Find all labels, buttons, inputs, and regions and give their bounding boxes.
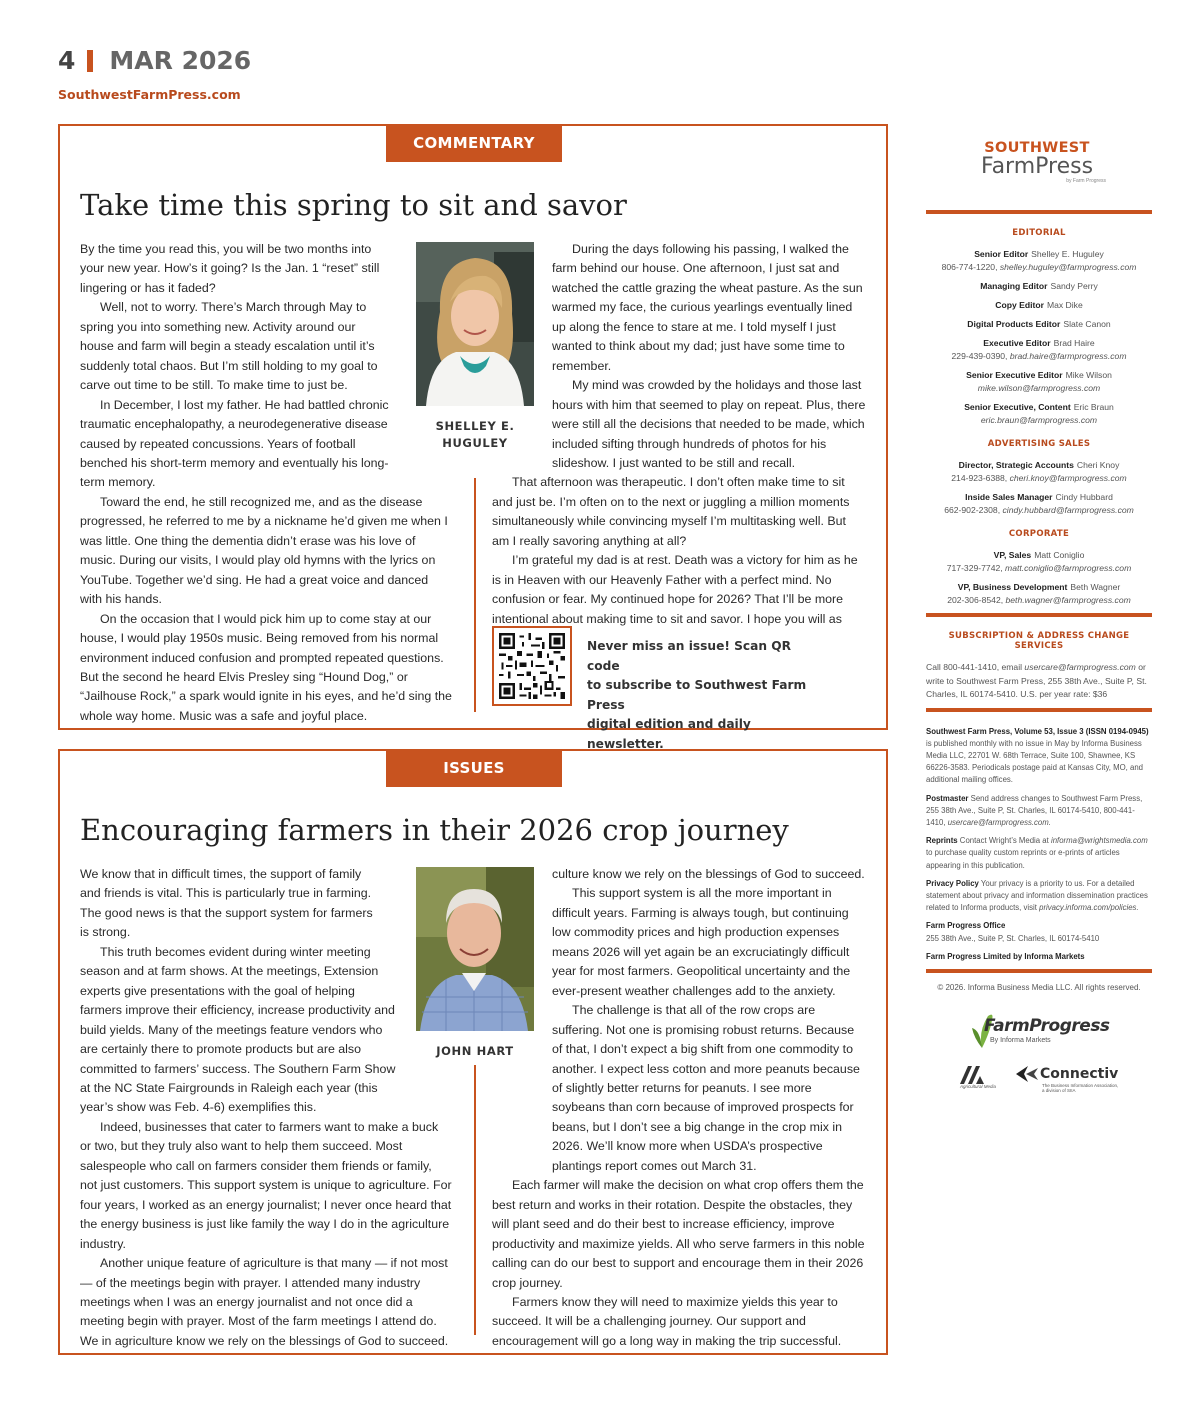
farm-progress-tagline: By Informa Markets [990,1036,1051,1044]
logo-line-3: by Farm Progress [1066,178,1106,184]
staff-entry [926,248,1152,274]
divider [926,708,1152,712]
staff-email-link[interactable]: matt.coniglio@farmprogress.com [1005,563,1132,573]
staff-entry [926,299,1152,312]
connectiv-text: The Business Information Association, a division of SIIA [1042,1082,1119,1093]
commentary-article [58,124,888,751]
amm-mark-icon [960,1066,988,1084]
staff-contact [926,414,1152,427]
staff-entry [926,318,1152,331]
staff-role: Digital Products Editor [967,319,1061,329]
staff-name: Matt Coniglio [1034,550,1085,560]
staff-contact [926,472,1152,485]
staff-contact [926,261,1152,274]
logo-line-1: SOUTHWEST [984,140,1090,156]
article-column-2 [492,865,866,1351]
southwest-farm-press-logo [926,140,1152,204]
editorial-title: EDITORIAL [1012,228,1066,238]
paragraph: Each farmer will make the decision on what crop offers them the best return and works in their rotation. Despite the obstacles, they will plant seed and do their best to increase efficiency, improve productivity and maximize yields. All who serve farmers in this noble calling can do our best to support and encourage them in their 2026 crop journey. [492,1178,865,1290]
corporate-staff-list [926,549,1152,607]
office-info: Farm Progress Office 255 38th Ave., Suite P, St. Charles, IL 60174-5410 [926,921,1100,943]
staff-email-link[interactable]: beth.wagner@farmprogress.com [1005,595,1131,605]
qr-promo-line: to subscribe to Southwest Farm Press [587,678,807,712]
page-number: 4 [58,46,76,75]
amm-logo [960,1066,997,1089]
staff-phone: 806-774-1220, [941,262,998,272]
staff-contact [926,350,1152,363]
staff-role: Managing Editor [980,281,1048,291]
association-logos [926,1066,1152,1106]
staff-phone: 717-329-7742, [946,563,1003,573]
paragraph-continuation: culture know we rely on the blessings of God to succeed. [552,867,865,881]
staff-contact [926,382,1152,395]
advertising-staff-list [926,459,1152,517]
folio-divider [87,50,93,72]
staff-entry [926,581,1152,607]
publication-info: Southwest Farm Press, Volume 53, Issue 3 (ISSN 0194-0945) is published monthly with no issue in May by Informa Business Media LLC, 22701 W. 68th Terrace, Suite 100, Shawnee, KS 66226-3583. Periodicals postage paid at Kansas City, MO, and additional mailing offices. [926,726,1149,785]
paragraph: This truth becomes evident during winter meeting season and at farm shows. At the meetings, Extension experts give presentations with the goal of helping farmers improve their efficiency, increase productivity and build yields. Many of the meetings feature vendors who are certainly there to promote products but are also committed to farmers’ success. The Southern Farm Show at the NC State Fairgrounds in Raleigh each year (this year’s show was Feb. 4-6) exemplifies this. [80,944,396,1115]
paragraph: My mind was crowded by the holidays and those last hours with him that seemed to play on repeat. Plus, there were still all the decisions that needed to be made, which included sifting through hundreds of photos for his slideshow. I just wanted to be still and recall. [552,378,866,470]
paragraph: Another unique feature of agriculture is that many — if not most — of the meetings begin with prayer. I attended many industry meetings when I was an energy journalist and not once did a meeting begin with prayer. Most of the farm meetings I attend do. We in agriculture know we rely on the blessings of God to succeed. [80,1256,449,1348]
article-column-2 [492,240,866,649]
author-name-line-2: HUGULEY [442,436,508,450]
staff-name: Cindy Hubbard [1055,492,1113,502]
staff-contact [926,594,1152,607]
staff-role: VP, Business Development [957,582,1068,592]
postmaster-email-link[interactable]: usercare@farmprogress.com. [947,817,1051,827]
staff-entry [926,369,1152,395]
page-header [58,46,251,102]
author-name: JOHN HART [436,1044,514,1058]
paragraph: On the occasion that I would pick him up to come stay at our house, I would play 1950s music. Being removed from his normal environment induced confusion and prompted repeated questions. But the second he heard Elvis Presley sing “Hound Dog,” or “Jailhouse Rock,” a spark would ignite in his eyes, and he’d sing the whole way home. Music was a safe and joyful place. [80,611,452,723]
staff-role: Senior Executive Editor [966,370,1063,380]
staff-phone: 229-439-0390, [951,351,1008,361]
paragraph: In December, I lost my father. He had battled chronic traumatic encephalopathy, a neurodegenerative disease caused by repeated concussions. Years of football benched his short-term memory and eventually his long-term memory. [80,397,389,490]
staff-name: Sandy Perry [1050,281,1098,291]
divider [926,210,1152,214]
column-divider [474,478,476,712]
staff-name: Beth Wagner [1070,582,1121,592]
staff-name: Brad Haire [1053,338,1095,348]
farm-progress-logo [926,1010,1152,1056]
author-name-line-1: SHELLEY E. [435,419,515,433]
subscription-info: Call 800-441-1410, email usercare@farmprogress.com or write to Southwest Farm Press, 255 38th Ave., Suite P, St. Charles, IL 60174-5410. U.S. per year rate: $36 [926,662,1147,699]
postmaster-info: Postmaster Send address changes to Southwest Farm Press, 255 38th Ave., Suite P, St. Charles, IL 60174-5410, 800-441-1410, usercare@farmprogress.com. [926,793,1143,827]
subscription-email-link[interactable]: usercare@farmprogress.com [1024,662,1136,672]
staff-role: Executive Editor [983,338,1051,348]
copyright: © 2026. Informa Business Media LLC. All rights reserved. [937,982,1141,992]
qr-code-icon [499,633,565,699]
folio [58,46,251,75]
article-column-1 [80,865,452,1351]
paragraph: We know that in difficult times, the support of family and friends is vital. This is particularly true in farming. The good news is that the support system for farmers is strong. [80,867,373,940]
staff-name: Eric Braun [1073,402,1114,412]
paragraph: By the time you read this, you will be two months into your new year. How’s it going? Is the Jan. 1 “reset” still lingering or has it faded? [80,242,380,295]
section-tag: COMMENTARY [386,124,562,162]
staff-role: Director, Strategic Accounts [958,460,1074,470]
staff-entry [926,337,1152,363]
issues-article [58,749,888,1355]
headline: Encouraging farmers in their 2026 crop journey [80,813,789,847]
staff-phone: 662-902-2308, [944,505,1001,515]
site-url[interactable]: SouthwestFarmPress.com [58,87,241,102]
reprints-info: Reprints Contact Wright’s Media at informa@wrightsmedia.com to purchase quality custom reprints or e-prints of articles appearing in this publication. [926,836,1148,870]
limited-info: Farm Progress Limited by Informa Markets [926,951,1085,961]
staff-phone: 214-923-6388, [951,473,1008,483]
paragraph: I’m grateful my dad is at rest. Death was a victory for him as he is in Heaven with our Heavenly Father with a perfect mind. No confusion or fear. My continued hope for 2026? That I’ll be more intentional about making time to sit and savor. I hope you will as [492,553,858,626]
staff-role: Senior Editor [974,249,1029,259]
advertising-title: ADVERTISING SALES [987,439,1091,449]
section-tag: ISSUES [386,749,562,787]
staff-email-link[interactable]: brad.haire@farmprogress.com [1009,351,1127,361]
staff-name: Cheri Knoy [1076,460,1120,470]
staff-entry [926,491,1152,517]
staff-email-link[interactable]: eric.braun@farmprogress.com [980,415,1098,425]
privacy-info: Privacy Policy Your privacy is a priority to us. For a detailed statement about privacy and information dissemination practices related to Informa products, visit privacy.informa.com/policies. [926,878,1148,913]
staff-contact [926,562,1152,575]
staff-entry [926,401,1152,427]
qr-promo-line: Never miss an issue! Scan QR code [587,639,792,673]
privacy-link[interactable]: privacy.informa.com/policies. [1039,903,1139,913]
amm-text: Agricultural Media [960,1083,997,1089]
qr-promo-text [587,637,827,754]
paragraph: Farmers know they will need to maximize yields this year to succeed. It will be a challenging journey. Our support and encouragement will go a long way in making the trip successful. [492,1294,842,1348]
staff-phone: 202-306-8542, [947,595,1004,605]
staff-entry [926,459,1152,485]
staff-email-link[interactable]: cheri.knoy@farmprogress.com [1009,473,1127,483]
headline: Take time this spring to sit and savor [80,188,627,222]
article-column-1 [80,240,452,726]
connectiv-logo [1016,1065,1119,1093]
paragraph: This support system is all the more important in difficult years. Farming is always tough, but continuing low commodity prices and high production expenses means 2026 will yet again be an excruciatingly difficult year for most farmers. Geopolitical uncertainty and the ever-present weather challenges add to the anxiety. [552,886,851,998]
subscribe-qr-code[interactable] [492,626,572,706]
reprints-email-link[interactable]: informa@wrightsmedia.com [1050,836,1148,846]
staff-name: Mike Wilson [1065,370,1112,380]
paragraph: Well, not to worry. There’s March through May to spring you into something new. Activity around our house and farm will begin a steady escalation until it’s suddenly total chaos. But I’m still holding to my goal to carve out time to be still. To make time to just be. [80,300,378,393]
staff-entry [926,549,1152,575]
paragraph: That afternoon was therapeutic. I don’t often make time to sit and just be. I’m often on to the next or juggling a million moments simultaneously while convincing myself I’m multitasking well. But am I really savoring anything at all? [492,475,850,548]
staff-name: Shelley E. Huguley [1031,249,1104,259]
editorial-staff-list [926,248,1152,427]
qr-promo-line: digital edition and daily newsletter. [587,717,751,751]
masthead-sidebar [926,140,1152,1106]
staff-entry [926,280,1152,293]
divider [926,613,1152,617]
paragraph: Toward the end, he still recognized me, and as the disease progressed, he referred to me by a nickname he’d given me when I was little. One thing the dementia didn’t erase was his love of music. During our visits, I would play old hymns with the lyrics on YouTube. Together we’d sing. He had a great voice and danced with his hands. [80,494,448,607]
staff-role: Senior Executive, Content [964,402,1071,412]
connectiv-mark-icon [1016,1066,1038,1082]
staff-role: VP, Sales [993,550,1032,560]
connectiv-wordmark: Connectiv [1040,1065,1119,1082]
paragraph: Indeed, businesses that cater to farmers want to make a buck or two, but they truly also want to help them succeed. Most salespeople who call on farmers consider them friends or family, not just customers. This support system is unique to agriculture. For four years, I worked as an energy journalist; I never once heard that the energy business is just like family the way I do in the agriculture industry. [80,1119,452,1251]
paragraph: The challenge is that all of the row crops are suffering. Not one is promising robust returns. Because of that, I don’t expect a big shift from one commodity to another. I expect less cotton and more peanuts because of slightly better returns for peanuts. I see more soybeans than corn because of improved prospects for beans, but I don’t see a big change in the crop mix in 2026. We’ll know more when USDA’s prospective plantings report comes out March 31. [552,1003,860,1173]
staff-email-link[interactable]: mike.wilson@farmprogress.com [977,383,1101,393]
staff-name: Max Dike [1046,300,1083,310]
farm-progress-wordmark: FarmProgress [984,1015,1110,1036]
staff-role: Copy Editor [995,300,1044,310]
paragraph: During the days following his passing, I walked the farm behind our house. One afternoon, I just sat and watched the cattle grazing the wheat pasture. As the sun warmed my face, the curious yearlings eventually lined up along the fence to stare at me. I told myself I just wanted to think about my dad; just have some time to remember. [552,242,863,373]
staff-name: Slate Canon [1063,319,1111,329]
divider [926,969,1152,973]
staff-contact [926,504,1152,517]
staff-role: Inside Sales Manager [965,492,1053,502]
issue-date: MAR 2026 [109,46,252,75]
staff-email-link[interactable]: cindy.hubbard@farmprogress.com [1002,505,1134,515]
staff-email-link[interactable]: shelley.huguley@farmprogress.com [999,262,1137,272]
logo-line-2: FarmPress [980,154,1094,179]
corporate-title: CORPORATE [1008,529,1070,539]
column-divider [474,1065,476,1335]
subscription-title: SUBSCRIPTION & ADDRESS CHANGE SERVICES [948,631,1130,651]
